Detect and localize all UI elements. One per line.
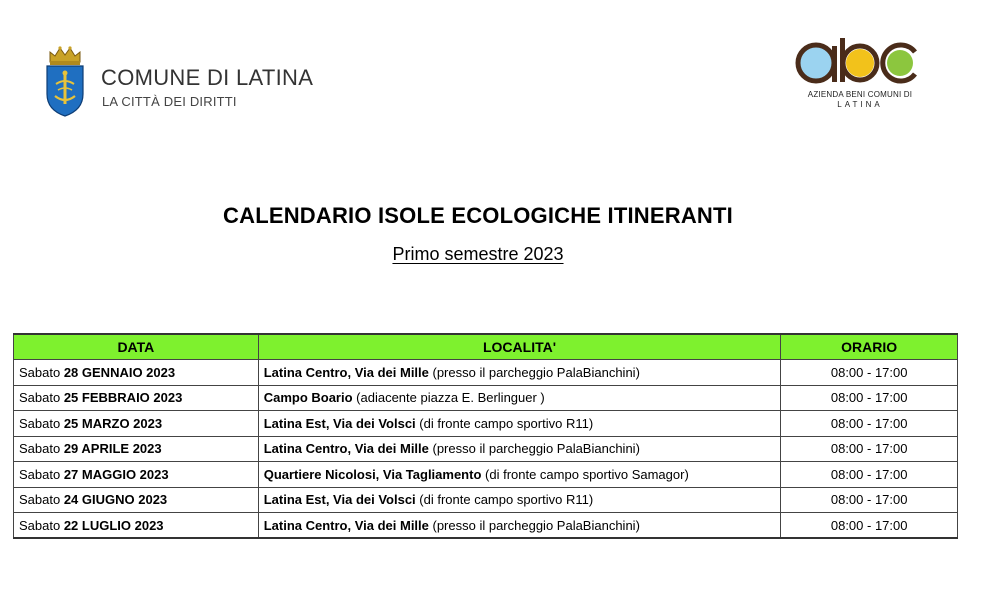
table-row xyxy=(14,385,958,411)
cell-date-value: 28 GENNAIO 2023 xyxy=(63,364,176,380)
cell-day: Sabato xyxy=(19,466,64,482)
comune-name: COMUNE DI LATINA xyxy=(101,65,314,90)
cell-note: (presso il parcheggio PalaBianchini) xyxy=(428,517,640,533)
cell-note: (di fronte campo sportivo R11) xyxy=(415,415,594,431)
cell-time: 08:00 - 17:00 xyxy=(781,462,958,488)
cell-note: (presso il parcheggio PalaBianchini) xyxy=(428,441,640,457)
abc-logo xyxy=(790,38,930,114)
table-header-row xyxy=(14,334,958,360)
cell-time: 08:00 - 17:00 xyxy=(781,385,958,411)
cell-day: Sabato xyxy=(19,364,64,380)
cell-date xyxy=(14,513,259,539)
cell-day: Sabato xyxy=(19,390,64,406)
table-row xyxy=(14,360,958,386)
cell-day: Sabato xyxy=(19,441,64,457)
abc-logo-icon xyxy=(794,38,920,88)
cell-place: Latina Centro, Via dei Mille xyxy=(263,517,429,533)
latina-coat-of-arms-icon xyxy=(44,44,86,118)
cell-day: Sabato xyxy=(19,415,64,431)
page-subtitle xyxy=(0,244,956,265)
cell-date xyxy=(14,462,259,488)
cell-place: Latina Est, Via dei Volsci xyxy=(263,415,416,431)
cell-place: Latina Centro, Via dei Mille xyxy=(263,441,429,457)
abc-line2: LATINA xyxy=(837,100,883,109)
table-row xyxy=(14,462,958,488)
cell-date-value: 27 MAGGIO 2023 xyxy=(63,466,169,482)
cell-time: 08:00 - 17:00 xyxy=(781,513,958,539)
col-header-data: DATA xyxy=(14,334,259,360)
cell-place: Latina Est, Via dei Volsci xyxy=(263,492,416,508)
cell-time: 08:00 - 17:00 xyxy=(781,436,958,462)
cell-note: (presso il parcheggio PalaBianchini) xyxy=(428,364,640,380)
abc-line1: AZIENDA BENI COMUNI DI xyxy=(807,90,913,99)
col-header-orario: ORARIO xyxy=(781,334,958,360)
page-title: CALENDARIO ISOLE ECOLOGICHE ITINERANTI xyxy=(223,203,733,228)
cell-day: Sabato xyxy=(19,492,64,508)
cell-location xyxy=(258,513,781,539)
cell-date xyxy=(14,487,259,513)
cell-date-value: 29 APRILE 2023 xyxy=(63,441,162,457)
subtitle-text: Primo semestre 2023 xyxy=(392,244,564,264)
calendar-table xyxy=(13,333,958,539)
cell-time: 08:00 - 17:00 xyxy=(781,360,958,386)
cell-place: Campo Boario xyxy=(263,390,353,406)
cell-location xyxy=(258,462,781,488)
comune-tagline: LA CITTÀ DEI DIRITTI xyxy=(102,94,237,109)
table-row xyxy=(14,513,958,539)
cell-date xyxy=(14,436,259,462)
cell-location xyxy=(258,411,781,437)
cell-note: (adiacente piazza E. Berlinguer ) xyxy=(352,390,545,406)
cell-date-value: 25 FEBBRAIO 2023 xyxy=(63,390,183,406)
cell-date-value: 22 LUGLIO 2023 xyxy=(63,517,164,533)
cell-date xyxy=(14,360,259,386)
cell-time: 08:00 - 17:00 xyxy=(781,411,958,437)
cell-location xyxy=(258,436,781,462)
comune-logo xyxy=(44,44,364,120)
cell-date-value: 25 MARZO 2023 xyxy=(63,415,163,431)
cell-place: Latina Centro, Via dei Mille xyxy=(263,364,429,380)
col-header-localita: LOCALITA' xyxy=(258,334,781,360)
cell-location xyxy=(258,360,781,386)
cell-date-value: 24 GIUGNO 2023 xyxy=(63,492,168,508)
cell-location xyxy=(258,487,781,513)
cell-note: (di fronte campo sportivo Samagor) xyxy=(481,466,689,482)
cell-day: Sabato xyxy=(19,517,64,533)
cell-location xyxy=(258,385,781,411)
table-row xyxy=(14,436,958,462)
cell-time: 08:00 - 17:00 xyxy=(781,487,958,513)
table-row xyxy=(14,487,958,513)
cell-place: Quartiere Nicolosi, Via Tagliamento xyxy=(263,466,482,482)
cell-date xyxy=(14,411,259,437)
cell-note: (di fronte campo sportivo R11) xyxy=(415,492,594,508)
table-row xyxy=(14,411,958,437)
cell-date xyxy=(14,385,259,411)
